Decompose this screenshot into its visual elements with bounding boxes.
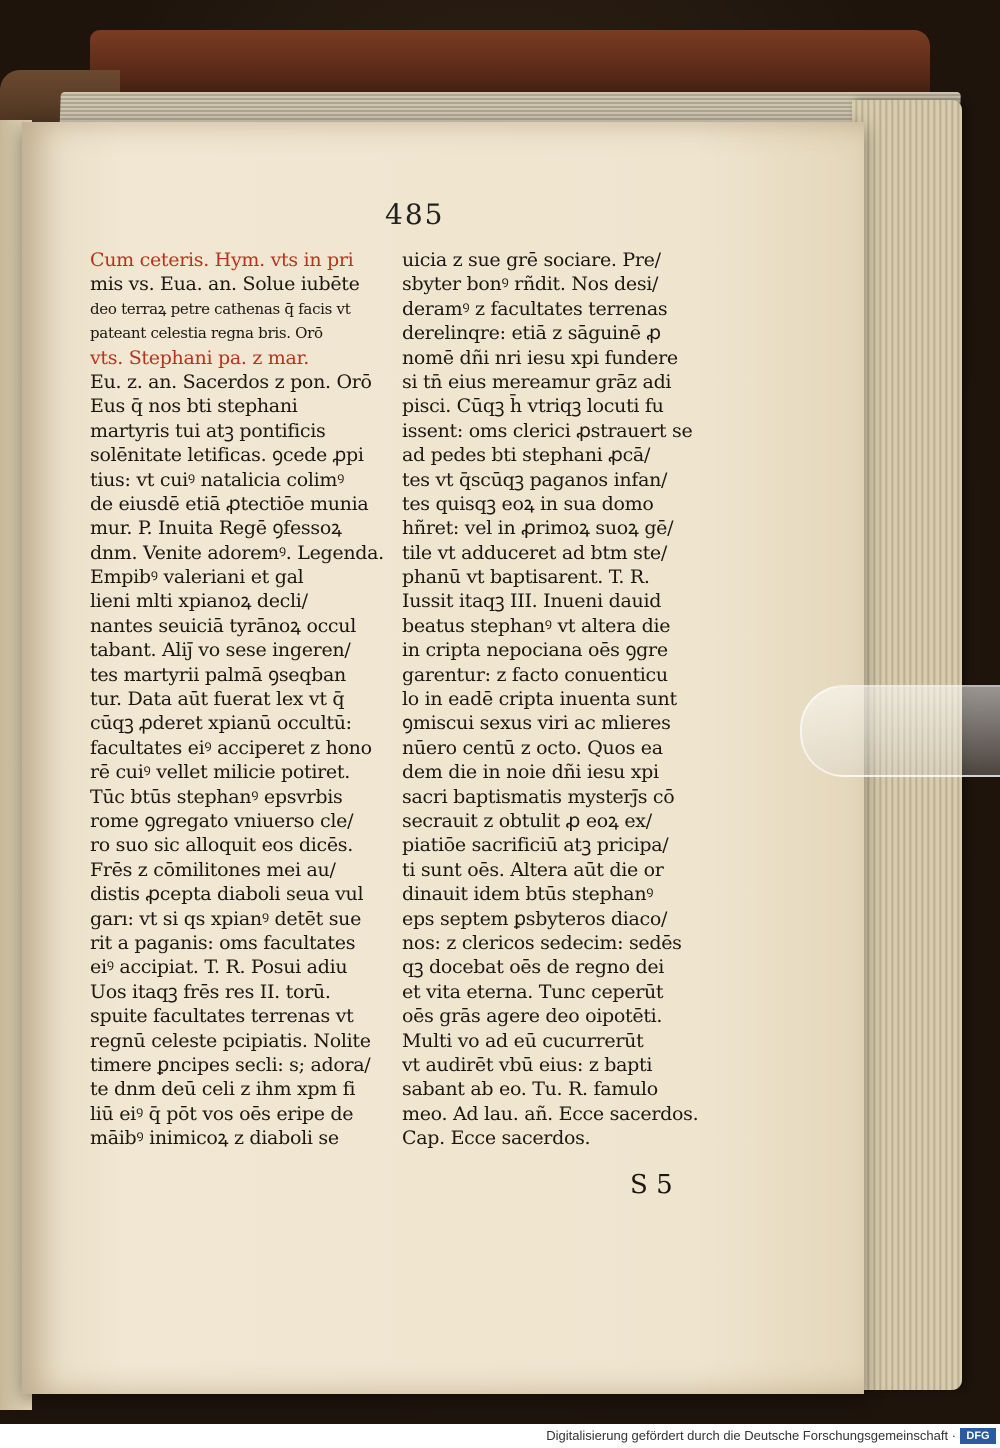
right-text-column [402, 248, 720, 1150]
text-line: nūero centū z octo. Quos ea [402, 736, 663, 759]
text-line: tius: vt cuiꝰ natalicia colimꝰ [90, 468, 345, 491]
text-line: tes quisqꝫ eoꝝ in sua domo [402, 492, 654, 515]
book-cover-top [90, 30, 930, 100]
text-line: rome ꝯgregato vniuerso cle/ [90, 809, 354, 832]
text-line: hñret: vel in ꝓrimoꝝ suoꝝ gē/ [402, 517, 674, 540]
text-line: in cripta nepociana oēs ꝯgre [402, 639, 668, 662]
left-text-column [90, 248, 408, 1150]
text-line: ro suo sic alloquit eos dicēs. [90, 834, 353, 857]
text-line: distis ꝓcepta diaboli seua vul [90, 883, 364, 906]
text-line: de eiusdē etiā ꝓtectiōe munia [90, 492, 369, 515]
text-line: solēnitate letificas. ꝯcede ꝓpi [90, 444, 364, 467]
signature-mark: S 5 [630, 1170, 673, 1200]
text-line: garentur: z facto conuenticu [402, 663, 668, 686]
text-line: nantes seuiciā tyrānoꝝ occul [90, 614, 356, 637]
text-line: lieni mlti xpianoꝝ decli/ [90, 590, 308, 613]
text-line: te dnm deū celi z ihm xpm fi [90, 1078, 356, 1101]
text-line: uicia z sue grē sociare. Pre/ [402, 249, 661, 271]
text-line: tes martyrii palmā ꝯseqban [90, 663, 346, 686]
text-line: Frēs z cōmilitones mei au/ [90, 858, 336, 881]
text-line: dnm. Venite adoremꝰ. Legenda. [90, 541, 384, 564]
text-line: ꝯmiscui sexus viri ac mlieres [402, 712, 671, 735]
text-line: tabant. Aliȷ̄ vo sese ingeren/ [90, 639, 351, 662]
text-line: liū eiꝰ q̄ pōt vos oēs eripe de [90, 1102, 354, 1125]
text-line: dem die in noie dñi iesu xpi [402, 761, 659, 784]
text-line: eiꝰ accipiat. T. R. Posui adiu [90, 956, 348, 979]
dfg-logo: DFG [960, 1428, 996, 1444]
text-line: cūqꝫ ꝓderet xpianū occultū: [90, 712, 352, 735]
text-line: sacri baptismatis mysterȷ̄s cō [402, 785, 675, 808]
text-line: sabant ab eo. Tu. R. famulo [402, 1078, 658, 1101]
text-line: oēs grās agere deo oipotēti. [402, 1005, 663, 1028]
text-line: ti sunt oēs. Altera aūt die or [402, 858, 664, 881]
text-line: dinauit idem btūs stephanꝰ [402, 883, 654, 906]
text-line: nomē dñi nri iesu xpi fundere [402, 346, 678, 369]
text-line: deo terraꝝ petre cathenas q̄ facis vt [90, 299, 351, 318]
text-line: facultates eiꝰ acciperet z hono [90, 736, 372, 759]
text-line: tes vt q̄scūqꝫ paganos infan/ [402, 468, 668, 491]
page-holder-clip [800, 685, 1000, 777]
text-line: sbyter bonꝰ rñdit. Nos desi/ [402, 273, 659, 296]
text-line: Cum ceteris. Hym. vts in pri [90, 249, 354, 271]
text-line: māibꝰ inimicoꝝ z diaboli se [90, 1127, 339, 1150]
text-line: timere ꝑncipes secli: s; adora/ [90, 1053, 371, 1076]
text-line: pisci. Cūqꝫ h̄ vtriqꝫ locuti fu [402, 395, 664, 418]
text-line: Eus q̄ nos bti stephani [90, 395, 298, 418]
text-line: pateant celestia regna bris. Orō [90, 324, 323, 343]
text-line: Empibꝰ valeriani et gal [90, 566, 304, 589]
text-line: si tn̄ eius mereamur grāz adi [402, 370, 672, 393]
folio-number: 485 [385, 198, 445, 231]
text-line: Tūc btūs stephanꝰ epsvrbis [90, 785, 343, 808]
text-line: deramꝰ z facultates terrenas [402, 297, 668, 320]
text-line: eps septem ꝑsbyteros diaco/ [402, 907, 668, 930]
text-line: et vita eterna. Tunc ceperūt [402, 980, 664, 1003]
text-line: vts. Stephani pa. z mar. [90, 346, 309, 369]
text-line: phanū vt baptisarent. T. R. [402, 566, 650, 589]
text-line: rē cuiꝰ vellet milicie potiret. [90, 761, 350, 784]
text-line: vt audirēt vbū eius: z bapti [402, 1053, 653, 1076]
text-line: tur. Data aūt fuerat lex vt q̄ [90, 688, 345, 711]
text-line: Multi vo ad eū cucurrerūt [402, 1029, 644, 1052]
text-line: issent: oms clerici ꝓstrauert se [402, 419, 693, 442]
text-line: rit a paganis: oms facultates [90, 931, 356, 954]
text-line: Uos itaqꝫ frēs res II. torū. [90, 980, 331, 1003]
text-line: martyris tui atꝫ pontificis [90, 419, 326, 442]
text-line: Cap. Ecce sacerdos. [402, 1127, 591, 1150]
text-line: piatiōe sacrificiū atꝫ pricipa/ [402, 834, 669, 857]
text-line: qꝫ docebat oēs de regno dei [402, 956, 665, 979]
text-line: mis vs. Eua. an. Solue iubēte [90, 273, 360, 296]
text-line: nos: z clericos sedecim: sedēs [402, 931, 682, 954]
text-line: beatus stephanꝰ vt altera die [402, 614, 671, 637]
text-line: Iussit itaqꝫ III. Inueni dauid [402, 590, 662, 613]
text-line: meo. Ad lau. añ. Ecce sacerdos. [402, 1102, 699, 1125]
text-line: spuite facultates terrenas vt [90, 1005, 354, 1028]
text-line: mur. P. Inuita Regē ꝯfessoꝝ [90, 517, 342, 540]
text-line: secrauit z obtulit ꝓ eoꝝ ex/ [402, 809, 652, 832]
text-line: tile vt adduceret ad btm ste/ [402, 541, 667, 564]
text-line: regnū celeste pcipiatis. Nolite [90, 1029, 371, 1052]
footer-bar [0, 1424, 1000, 1448]
text-line: derelinqre: etiā z sāguinē ꝓ [402, 322, 661, 345]
text-line: ad pedes bti stephani ꝓcā/ [402, 444, 651, 467]
footer-credit: Digitalisierung gefördert durch die Deutsche Forschungsgemeinschaft · [546, 1428, 956, 1443]
text-line: Eu. z. an. Sacerdos z pon. Orō [90, 370, 372, 393]
text-line: lo in eadē cripta inuenta sunt [402, 688, 677, 711]
text-line: garı: vt si qs xpianꝰ detēt sue [90, 907, 362, 930]
